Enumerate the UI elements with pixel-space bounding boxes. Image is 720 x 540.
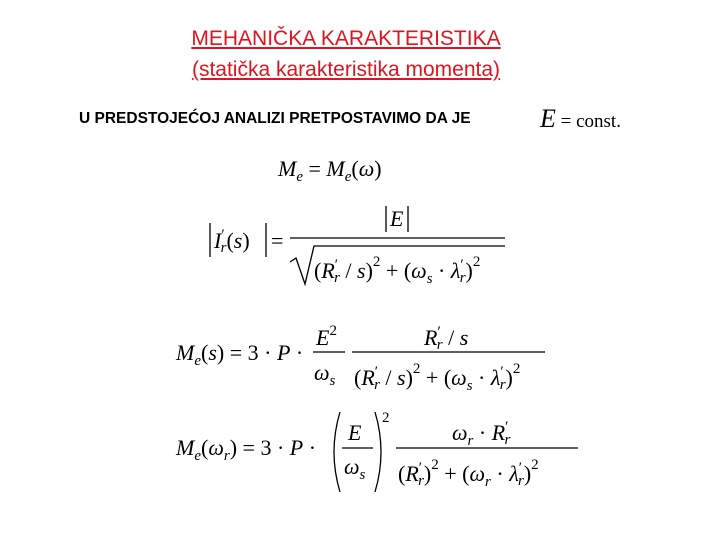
equation-torque-speed [175, 410, 578, 492]
svg-text:I′r(s): I′ r(s) [214, 227, 250, 256]
slide-title: MEHANIČKA KARAKTERISTIKA [191, 27, 501, 50]
svg-text:E: E [390, 206, 404, 231]
svg-text:R′r / s: R′ r / s [424, 324, 469, 353]
svg-text:Me = Me(ω): $M_e = M_e(\omega)$ [278, 156, 382, 185]
equation-torque-slip [175, 323, 545, 394]
svg-text:ωr · R′r: $\omega_r \cdot R'$ r [452, 419, 511, 449]
svg-text:(R′r)2 + (ωr · λ′r)2: (R′ $r)^2 + (\omega_r \cdot \lambda'$ r)$^2$ [398, 457, 539, 490]
svg-text:=: = [271, 228, 284, 253]
equation-rotor-current [210, 206, 505, 287]
svg-text:Me(s) = 3 · P ·: $M_e(s) = 3 \cdot P$ · [176, 340, 304, 369]
svg-text:ωs: $\omega_s$ [314, 360, 336, 389]
slide-subtitle: (statička karakteristika momenta) [191, 58, 501, 81]
svg-text:E2: $E^2$ [316, 323, 337, 350]
svg-text:2: 2 [382, 410, 390, 426]
svg-text:E: E [348, 420, 362, 445]
assumption-var: E [540, 104, 556, 133]
svg-text:(R′r / s)2 + (ωs · λ′r)2: (R′ $r / s)^2 + (\omega_s \cdot \lambda'$ r)$^2$ [354, 361, 521, 394]
svg-text:ωs: $\omega_s$ [344, 454, 366, 483]
svg-text:Me(ωr) = 3 · P ·: $M_e(\omega_r) = 3 \cdot P$ · [176, 435, 317, 464]
assumption-rest: = const. [555, 111, 621, 132]
assumption-text: U PREDSTOJEĆOJ ANALIZI PRETPOSTAVIMO DA JE [79, 110, 471, 127]
equation-torque-definition [277, 156, 382, 185]
svg-text:(R′r / s)2 + (ωs · λ′r)2: (R′ $r / s)^2 + (\omega_s \cdot \lambda'$ r)$^2$ [314, 254, 481, 287]
